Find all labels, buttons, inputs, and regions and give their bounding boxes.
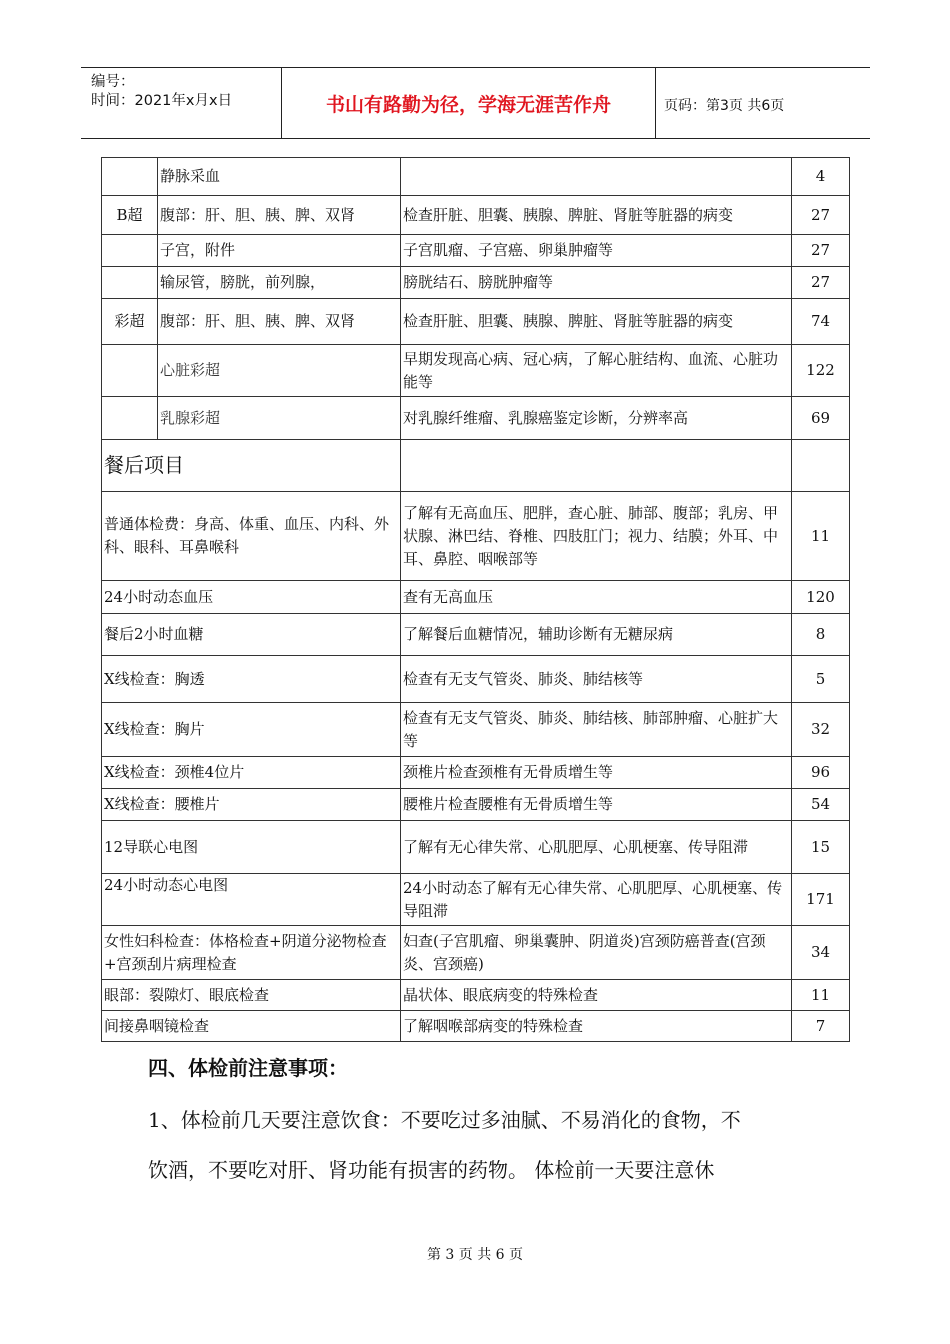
price-cell: 54 xyxy=(792,789,850,821)
price-cell: 96 xyxy=(792,757,850,789)
price-cell: 27 xyxy=(792,267,850,299)
item-cell: 乳腺彩超 xyxy=(158,397,401,440)
price-cell: 120 xyxy=(792,581,850,614)
price-cell: 34 xyxy=(792,926,850,980)
item-cell: 女性妇科检查：体格检查+阴道分泌物检查+宫颈刮片病理检查 xyxy=(102,926,401,980)
paragraph-line: 1、体检前几天要注意饮食：不要吃过多油腻、不易消化的食物，不 xyxy=(148,1108,741,1132)
category-cell: B超 xyxy=(102,196,158,235)
header-divider xyxy=(655,68,656,138)
table-row xyxy=(102,267,850,299)
section-title: 餐后项目 xyxy=(102,440,401,492)
desc-cell: 膀胱结石、膀胱肿瘤等 xyxy=(401,267,792,299)
item-cell: 输尿管，膀胱，前列腺， xyxy=(158,267,401,299)
desc-cell xyxy=(401,158,792,196)
desc-cell: 检查有无支气管炎、肺炎、肺结核等 xyxy=(401,656,792,703)
desc-cell: 24小时动态了解有无心律失常、心肌肥厚、心肌梗塞、传导阻滞 xyxy=(401,874,792,926)
item-cell: 眼部：裂隙灯、眼底检查 xyxy=(102,980,401,1011)
price-cell: 4 xyxy=(792,158,850,196)
category-cell xyxy=(102,158,158,196)
category-cell xyxy=(102,267,158,299)
table-row xyxy=(102,821,850,874)
section-heading: 四、体检前注意事项： xyxy=(148,1056,348,1080)
table-row xyxy=(102,492,850,581)
price-cell: 27 xyxy=(792,196,850,235)
table-row xyxy=(102,789,850,821)
category-cell xyxy=(102,235,158,267)
table-row xyxy=(102,656,850,703)
header-meta xyxy=(81,68,281,138)
price-cell: 5 xyxy=(792,656,850,703)
code-label: 编号： xyxy=(91,74,135,90)
price-cell: 15 xyxy=(792,821,850,874)
desc-cell: 检查肝脏、胆囊、胰腺、脾脏、肾脏等脏器的病变 xyxy=(401,196,792,235)
category-cell xyxy=(102,345,158,397)
table-row xyxy=(102,614,850,656)
time-label: 时间：2021年x月x日 xyxy=(91,93,233,109)
desc-cell: 对乳腺纤维瘤、乳腺癌鉴定诊断，分辨率高 xyxy=(401,397,792,440)
exam-items-table xyxy=(101,157,850,1042)
desc-cell: 了解咽喉部病变的特殊检查 xyxy=(401,1011,792,1042)
price-cell: 32 xyxy=(792,703,850,757)
item-cell: 腹部：肝、胆、胰、脾、双肾 xyxy=(158,196,401,235)
desc-cell: 妇查(子宫肌瘤、卵巢囊肿、阴道炎)宫颈防癌普查(宫颈炎、宫颈癌) xyxy=(401,926,792,980)
desc-cell: 检查肝脏、胆囊、胰腺、脾脏、肾脏等脏器的病变 xyxy=(401,299,792,345)
section-row xyxy=(102,440,850,492)
category-cell xyxy=(102,397,158,440)
price-cell: 8 xyxy=(792,614,850,656)
item-cell: X线检查：腰椎片 xyxy=(102,789,401,821)
table-row xyxy=(102,703,850,757)
price-cell: 7 xyxy=(792,1011,850,1042)
desc-cell: 了解餐后血糖情况，辅助诊断有无糖尿病 xyxy=(401,614,792,656)
desc-cell: 子宫肌瘤、子宫癌、卵巢肿瘤等 xyxy=(401,235,792,267)
item-cell: 24小时动态血压 xyxy=(102,581,401,614)
desc-cell: 了解有无高血压、肥胖，查心脏、肺部、腹部；乳房、甲状腺、淋巴结、脊椎、四肢肛门；视力、结膜；外耳、中耳、鼻腔、咽喉部等 xyxy=(401,492,792,581)
item-cell: 间接鼻咽镜检查 xyxy=(102,1011,401,1042)
desc-cell: 颈椎片检查颈椎有无骨质增生等 xyxy=(401,757,792,789)
category-cell: 彩超 xyxy=(102,299,158,345)
table-row xyxy=(102,980,850,1011)
paragraph-line: 饮酒，不要吃对肝、肾功能有损害的药物。 体检前一天要注意休 xyxy=(148,1158,715,1182)
table-row xyxy=(102,235,850,267)
item-cell: 普通体检费：身高、体重、血压、内科、外科、眼科、耳鼻喉科 xyxy=(102,492,401,581)
price-cell: 69 xyxy=(792,397,850,440)
page-footer: 第 3 页 共 6 页 xyxy=(426,1247,524,1263)
header-page-info: 页码：第3页 共6页 xyxy=(664,98,785,114)
page-header xyxy=(81,67,870,139)
table-row xyxy=(102,757,850,789)
desc-cell: 查有无高血压 xyxy=(401,581,792,614)
desc-cell: 腰椎片检查腰椎有无骨质增生等 xyxy=(401,789,792,821)
table-row xyxy=(102,1011,850,1042)
desc-cell: 了解有无心律失常、心肌肥厚、心肌梗塞、传导阻滞 xyxy=(401,821,792,874)
price-cell: 11 xyxy=(792,980,850,1011)
item-cell: 24小时动态心电图 xyxy=(102,874,401,926)
item-cell: 心脏彩超 xyxy=(158,345,401,397)
item-cell: 静脉采血 xyxy=(158,158,401,196)
item-cell: 子宫，附件 xyxy=(158,235,401,267)
table-row xyxy=(102,581,850,614)
table-row xyxy=(102,926,850,980)
price-cell: 171 xyxy=(792,874,850,926)
price-cell: 74 xyxy=(792,299,850,345)
price-cell: 27 xyxy=(792,235,850,267)
table-row xyxy=(102,158,850,196)
item-cell: 12导联心电图 xyxy=(102,821,401,874)
desc-cell xyxy=(401,440,792,492)
desc-cell: 检查有无支气管炎、肺炎、肺结核、肺部肿瘤、心脏扩大等 xyxy=(401,703,792,757)
table-row xyxy=(102,874,850,926)
item-cell: X线检查：胸片 xyxy=(102,703,401,757)
price-cell: 122 xyxy=(792,345,850,397)
table-row xyxy=(102,299,850,345)
desc-cell: 早期发现高心病、冠心病，了解心脏结构、血流、心脏功能等 xyxy=(401,345,792,397)
table-row xyxy=(102,345,850,397)
table-row xyxy=(102,397,850,440)
header-motto: 书山有路勤为径，学海无涯苦作舟 xyxy=(325,93,611,116)
price-cell xyxy=(792,440,850,492)
item-cell: 餐后2小时血糖 xyxy=(102,614,401,656)
item-cell: 腹部：肝、胆、胰、脾、双肾 xyxy=(158,299,401,345)
item-cell: X线检查：颈椎4位片 xyxy=(102,757,401,789)
item-cell: X线检查：胸透 xyxy=(102,656,401,703)
desc-cell: 晶状体、眼底病变的特殊检查 xyxy=(401,980,792,1011)
price-cell: 11 xyxy=(792,492,850,581)
table-row xyxy=(102,196,850,235)
